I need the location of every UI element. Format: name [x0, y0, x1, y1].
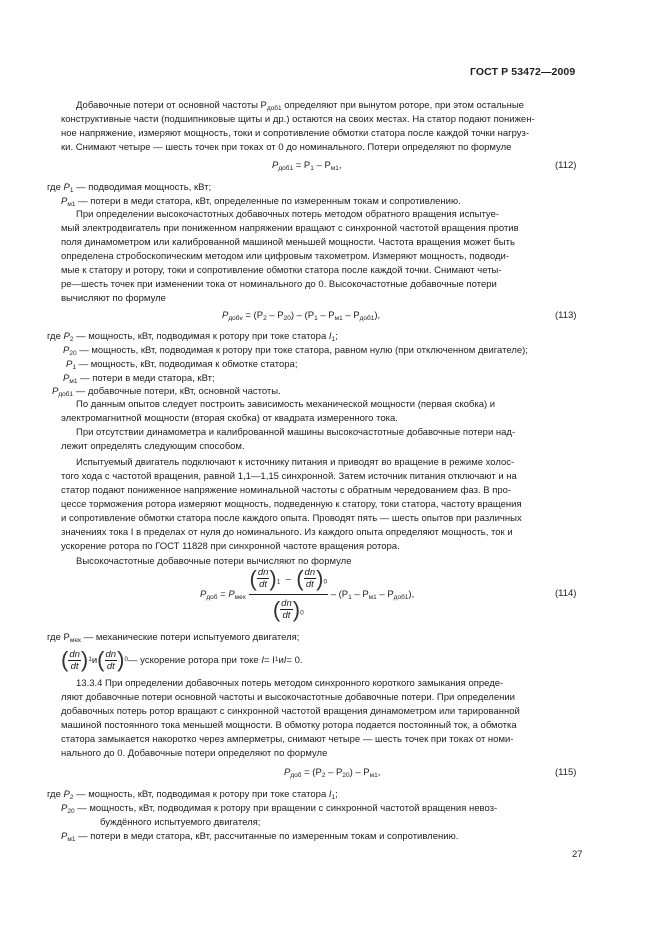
definition-line: $P_{20}$ — мощность, кВт, подводимая к ротору при вращении с синхронной частотой вращения невоз- [61, 803, 498, 815]
fraction: ( $\frac{dn}{dt}$ )$_1$ – ( $\frac{dn}{dt}$ )$_0$ ( $\frac{dn}{dt}$ )$_0$ [249, 565, 328, 622]
definition-line: $P_{м1}$ — потери в меди статора, кВт, определенные по измеренным токам и сопротивлению. [61, 196, 461, 208]
page-number: 27 [572, 849, 583, 860]
definition-line: $P_{м1}$ — потери в меди статора, кВт; [63, 373, 215, 385]
paragraph-line: По данным опытов следует построить зависимость механической мощности (первая скобка) и [76, 399, 496, 410]
definition-line: где $P_2$ — мощность, кВт, подводимая к ротору при токе статора $I_1$; [47, 331, 338, 343]
paragraph-line: лежит определять следующим способом. [61, 441, 245, 452]
paragraph-line: машиной постоянного тока меньшей мощности. В обмотку ротора подается постоянный ток, а обмотка [61, 720, 517, 731]
equation-number: (113) [555, 310, 577, 321]
definition-line: ( $\frac{dn}{dt}$ ) 1 и ( $\frac{dn}{dt}$ ) 0 — ускорение ротора при токе I = I 1 и I = 0. [61, 647, 303, 672]
paragraph-line: ное напряжение, измеряют мощность, токи и сопротивление обмотки статора после каждой точки нагруз- [61, 128, 530, 139]
paragraph-line: мый электродвигатель при пониженном напряжении вращают с синхронной частотой вращения против [61, 223, 519, 234]
definition-line: буждённого испытуемого двигателя; [100, 817, 261, 828]
equation-112: $P_{доб1} = P_1 - P_{м1}$, [272, 160, 342, 172]
definition-line: где $P_2$ — мощность, кВт, подводимая к ротору при токе статора $I_1$; [47, 789, 338, 801]
paragraph-line: При определении высокочастотных добавочных потерь методом обратного вращения испытуе- [76, 209, 500, 220]
equation-115: $P_{доб} = (P_2 - P_{20}) - P_{м1}$, [284, 767, 381, 779]
equation-number: (115) [555, 767, 577, 778]
equation-113: $P_{добv} = (P_2 - P_{20}) - (P_1 - P_{м1} - P_{доб1})$, [222, 310, 381, 322]
paragraph-line: нального до 0. Добавочные потери определяют по формуле [61, 748, 328, 759]
paragraph-line: статор подают пониженное напряжение номинальной частоты с обратным чередованием фаз. В про- [61, 485, 512, 496]
definition-line: где $P_{мех}$ — механические потери испытуемого двигателя; [47, 632, 300, 644]
paragraph-line: конструктивные части (подшипниковые щиты и др.) остаются на своих местах. На статор подают понижен- [61, 114, 535, 125]
paragraph-line: определена стробоскопическим методом или цифровым тахометром. Измеряют мощность, подводи- [61, 251, 510, 262]
paragraph-line: При отсутствии динамометра и калиброванной машины высокочастотные добавочные потери над- [76, 427, 516, 438]
paragraph-line: значениях тока I в пределах от нуля до номинального. Из каждого опыта определяют мощность, ток и [61, 527, 513, 538]
definition-line: $P_{м1}$ — потери в меди статора, кВт, рассчитанные по измеренным токам и сопротивлению. [61, 831, 459, 843]
paragraph-line: цессе торможения ротора измеряют мощность, подведенную к статору, токи статора, частоту вращения [61, 499, 522, 510]
paragraph-line: статора замыкается накоротко через амперметры, снимают четыре — шесть точек при токах от номи- [61, 734, 514, 745]
definition-line: $P_{20}$ — мощность, кВт, подводимая к ротору при токе статора, равном нулю (при отключенном двигателе); [63, 345, 528, 357]
definition-line: $P_{доб1}$ — добавочные потери, кВт, основной частоты. [52, 386, 281, 398]
paragraph-line: Испытуемый двигатель подключают к источнику питания и приводят во вращение в режиме холос- [76, 457, 515, 468]
paragraph-line: вычисляют по формуле [61, 293, 166, 304]
equation-number: (114) [555, 588, 577, 599]
paragraph-line: ляют добавочные потери основной частоты и высокочастотные добавочные потери. При определении [61, 692, 515, 703]
definition-line: где $P_1$ — подводимая мощность, кВт; [47, 182, 212, 194]
paragraph-line: ки. Снимают четыре — шесть точек при токах от 0 до номинального. Потери определяют по формуле [61, 142, 512, 153]
document-code: ГОСТ Р 53472—2009 [470, 66, 576, 78]
definition-line: $P_1$ — мощность, кВт, подводимая к обмотке статора; [66, 359, 298, 371]
paragraph-line: ускорение ротора по ГОСТ 11828 при синхронной частоте вращения ротора. [61, 541, 400, 552]
equation-114: $P_{доб} = P_{мех}$ ( $\frac{dn}{dt}$ )$_1$ – ( $\frac{dn}{dt}$ )$_0$ ( $\frac{dn}{dt}$ )$_0$ – $(P_1 - P_{м1} - P_{доб1})$, [200, 565, 415, 622]
equation-number: (112) [555, 160, 577, 171]
paragraph-line: Высокочастотные добавочные потери вычисляют по формуле [76, 556, 352, 567]
paragraph-line: Добавочные потери от основной частоты $P_{доб1}$ определяют при вынутом роторе, при этом остальные [76, 100, 524, 112]
paragraph-line: того хода с частотой вращения, равной 1,1—1,15 синхронной. Затем источник питания отключают и на [61, 471, 517, 482]
paragraph-line: поля динамометром или калиброванной машиной меньшей мощности. Частота вращения может быть [61, 237, 515, 248]
paragraph-line: добавочных потерь ротор вращают с синхронной частотой вращения динамометром или тарированной [61, 706, 520, 717]
paragraph-line: мые к статору и ротору, токи и сопротивление обмотки статора после каждой точки. Снимают четы- [61, 265, 502, 276]
paragraph-line: электромагнитной мощности (вторая скобка) от квадрата измеренного тока. [61, 413, 398, 424]
paragraph-line: 13.3.4 При определении добавочных потерь методом синхронного короткого замыкания опреде- [76, 678, 504, 689]
paragraph-line: ре—шесть точек при изменении тока от номинального до 0. Высокочастотные добавочные потери [61, 279, 497, 290]
paragraph-line: и сопротивление обмотки статора после каждого опыта. Проводят пять — шесть опытов при различных [61, 513, 522, 524]
